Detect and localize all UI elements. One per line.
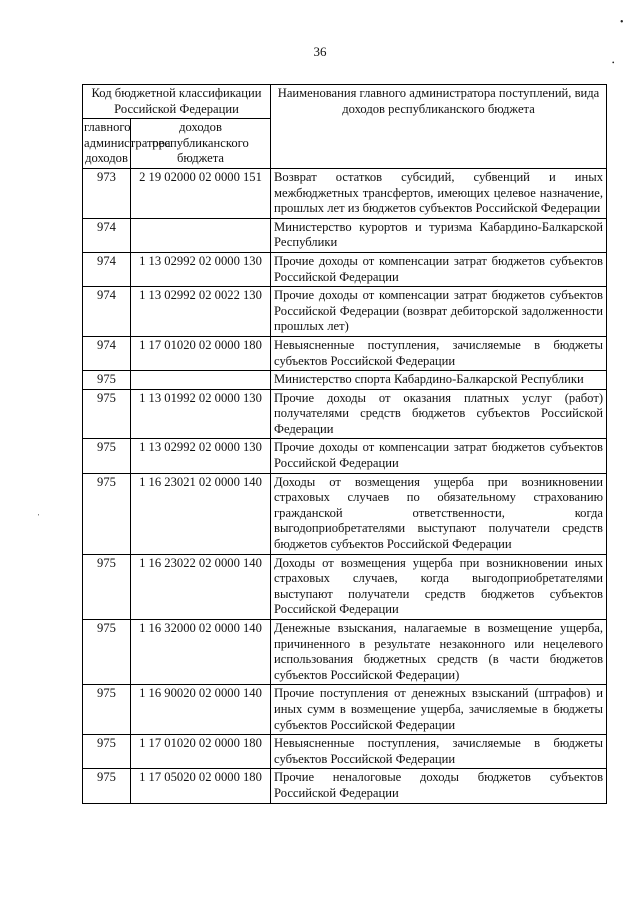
income-code-cell: 1 17 01020 02 0000 180 — [131, 336, 271, 370]
income-name-cell: Возврат остатков субсидий, субвенций и иных межбюджетных трансфертов, имеющих целевое назначение, прошлых лет из бюджетов субъектов Российской Федерации — [271, 168, 607, 218]
income-code-cell: 1 13 02992 02 0022 130 — [131, 287, 271, 337]
table-row — [83, 218, 607, 252]
income-name-cell: Доходы от возмещения ущерба при возникновении страховых случаев по обязательному страхованию гражданской ответственности, когда выгодоприобретателями выступают получатели средств бюджетов субъектов Российской Федерации — [271, 473, 607, 554]
income-name-cell: Денежные взыскания, налагаемые в возмещение ущерба, причиненного в результате незаконного или нецелевого использования бюджетных средств (в части бюджетов субъектов Российской Федерации) — [271, 620, 607, 685]
income-code-cell — [131, 218, 271, 252]
income-name-cell: Невыясненные поступления, зачисляемые в бюджеты субъектов Российской Федерации — [271, 336, 607, 370]
income-name-cell: Прочие доходы от оказания платных услуг (работ) получателями средств бюджетов субъектов Российской Федерации — [271, 389, 607, 439]
income-name-cell: Прочие поступления от денежных взысканий (штрафов) и иных сумм в возмещение ущерба, зачисляемые в бюджеты субъектов Российской Федерации — [271, 685, 607, 735]
scan-speck: • — [612, 59, 615, 67]
page-number: 36 — [313, 44, 327, 59]
income-name-cell: Министерство курортов и туризма Кабардино-Балкарской Республики — [271, 218, 607, 252]
income-name-cell: Прочие доходы от компенсации затрат бюджетов субъектов Российской Федерации (возврат дебиторской задолженности прошлых лет) — [271, 287, 607, 337]
table-row — [83, 685, 607, 735]
income-code-cell: 1 13 02992 02 0000 130 — [131, 439, 271, 473]
admin-code-cell: 975 — [83, 389, 131, 439]
income-code-cell — [131, 371, 271, 390]
income-code-cell: 1 13 02992 02 0000 130 — [131, 252, 271, 286]
income-name-cell: Доходы от возмещения ущерба при возникновении иных страховых случаев, когда выгодоприобретателями выступают получатели средств бюджетов субъектов Российской Федерации — [271, 554, 607, 619]
admin-code-cell: 975 — [83, 439, 131, 473]
income-code-cell: 1 17 01020 02 0000 180 — [131, 735, 271, 769]
header-name: Наименования главного администратора поступлений, вида доходов республиканского бюджета — [271, 85, 607, 169]
table-row — [83, 769, 607, 803]
income-name-cell: Прочие доходы от компенсации затрат бюджетов субъектов Российской Федерации — [271, 252, 607, 286]
table-row — [83, 287, 607, 337]
header-group: Код бюджетной классификации Российской Федерации — [83, 85, 271, 119]
income-name-cell: Невыясненные поступления, зачисляемые в бюджеты субъектов Российской Федерации — [271, 735, 607, 769]
table-row — [83, 371, 607, 390]
admin-code-cell: 974 — [83, 287, 131, 337]
table-row — [83, 439, 607, 473]
table-row — [83, 252, 607, 286]
admin-code-cell: 975 — [83, 685, 131, 735]
table-row — [83, 735, 607, 769]
income-code-cell: 1 16 23022 02 0000 140 — [131, 554, 271, 619]
income-code-cell: 1 13 01992 02 0000 130 — [131, 389, 271, 439]
admin-code-cell: 975 — [83, 473, 131, 554]
income-code-cell: 2 19 02000 02 0000 151 — [131, 168, 271, 218]
income-name-cell: Прочие неналоговые доходы бюджетов субъектов Российской Федерации — [271, 769, 607, 803]
table-row — [83, 620, 607, 685]
admin-code-cell: 975 — [83, 620, 131, 685]
admin-code-cell: 973 — [83, 168, 131, 218]
header-admin: главного администратора доходов — [83, 119, 131, 169]
income-code-cell: 1 17 05020 02 0000 180 — [131, 769, 271, 803]
admin-code-cell: 974 — [83, 218, 131, 252]
income-name-cell: Министерство спорта Кабардино-Балкарской Республики — [271, 371, 607, 390]
admin-code-cell: 975 — [83, 371, 131, 390]
admin-code-cell: 974 — [83, 252, 131, 286]
header-income: доходов республиканского бюджета — [131, 119, 271, 169]
table-row — [83, 336, 607, 370]
admin-code-cell: 975 — [83, 735, 131, 769]
scan-speck: ' — [38, 513, 40, 521]
table-row — [83, 473, 607, 554]
table-row — [83, 168, 607, 218]
budget-classification-table — [82, 84, 607, 804]
income-name-cell: Прочие доходы от компенсации затрат бюджетов субъектов Российской Федерации — [271, 439, 607, 473]
table-body — [83, 168, 607, 803]
admin-code-cell: 974 — [83, 336, 131, 370]
table-row — [83, 554, 607, 619]
income-code-cell: 1 16 23021 02 0000 140 — [131, 473, 271, 554]
scan-speck: • — [620, 17, 624, 28]
income-code-cell: 1 16 90020 02 0000 140 — [131, 685, 271, 735]
table-row — [83, 389, 607, 439]
admin-code-cell: 975 — [83, 554, 131, 619]
income-code-cell: 1 16 32000 02 0000 140 — [131, 620, 271, 685]
admin-code-cell: 975 — [83, 769, 131, 803]
